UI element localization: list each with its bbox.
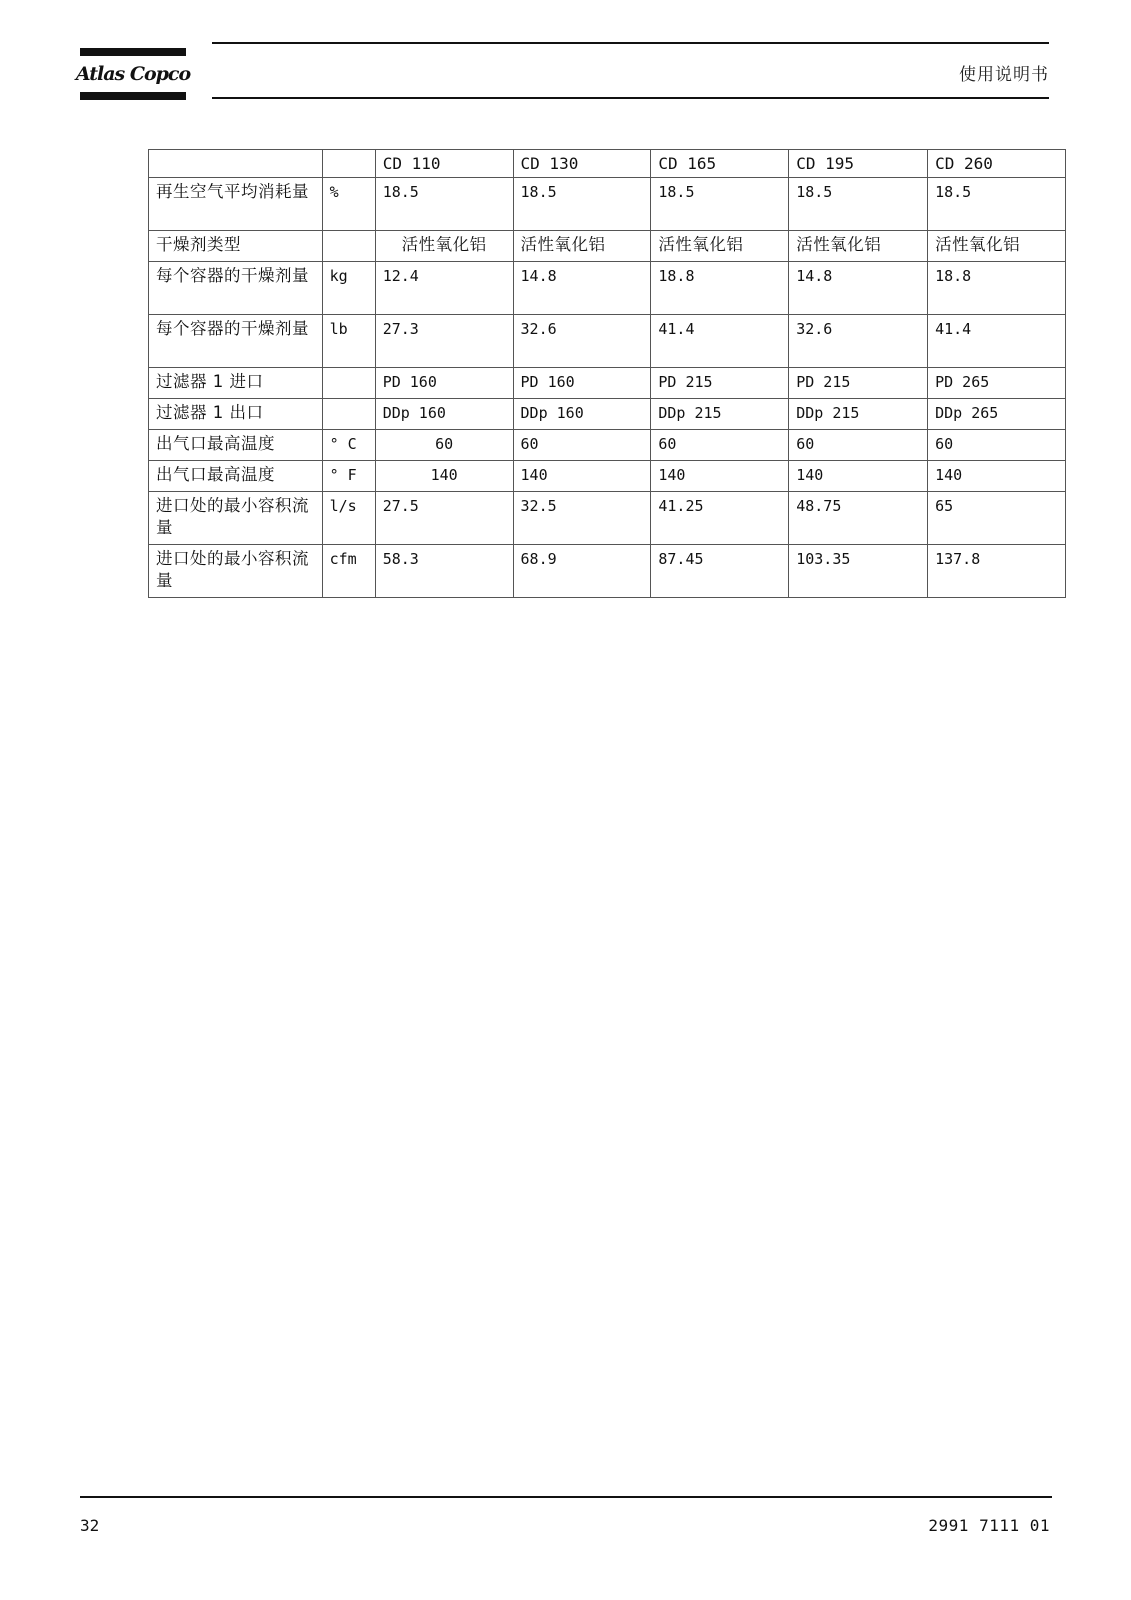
table-cell: 32.6: [789, 315, 928, 368]
atlas-copco-logo: [75, 48, 191, 100]
table-header-row: [149, 150, 1066, 178]
row-label: 每个容器的干燥剂量: [149, 315, 323, 368]
table-row: [149, 368, 1066, 399]
table-row: [149, 492, 1066, 545]
table-cell: 18.5: [513, 178, 651, 231]
table-row: [149, 262, 1066, 315]
table-cell: 140: [375, 461, 513, 492]
row-label: 再生空气平均消耗量: [149, 178, 323, 231]
logo-wordmark: Atlas Copco: [75, 63, 191, 85]
table-cell: 32.6: [513, 315, 651, 368]
table-row: [149, 178, 1066, 231]
row-unit: l/s: [322, 492, 375, 545]
row-unit: ° F: [322, 461, 375, 492]
table-cell: 103.35: [789, 545, 928, 598]
row-label: 出气口最高温度: [149, 461, 323, 492]
table-cell: 32.5: [513, 492, 651, 545]
table-row: [149, 315, 1066, 368]
table-cell: DDp 215: [651, 399, 789, 430]
table-cell: 活性氧化铝: [513, 231, 651, 262]
table-cell: 140: [928, 461, 1066, 492]
row-label: 出气口最高温度: [149, 430, 323, 461]
table-row: [149, 399, 1066, 430]
footer-rule: [80, 1496, 1052, 1498]
table-cell: 48.75: [789, 492, 928, 545]
row-unit: [322, 231, 375, 262]
table-cell: 活性氧化铝: [928, 231, 1066, 262]
row-label: 每个容器的干燥剂量: [149, 262, 323, 315]
row-unit: kg: [322, 262, 375, 315]
table-cell: 58.3: [375, 545, 513, 598]
header-cell-parameter: [149, 150, 323, 178]
header-cell-unit: [322, 150, 375, 178]
table-cell: 140: [513, 461, 651, 492]
page-number: 32: [80, 1516, 100, 1535]
row-unit: [322, 368, 375, 399]
document-number: 2991 7111 01: [928, 1516, 1050, 1535]
table-cell: 18.8: [928, 262, 1066, 315]
table-row: [149, 461, 1066, 492]
row-unit: [322, 399, 375, 430]
table-cell: 65: [928, 492, 1066, 545]
table-cell: 14.8: [789, 262, 928, 315]
table-cell: 140: [789, 461, 928, 492]
table-row: [149, 231, 1066, 262]
row-label: 进口处的最小容积流量: [149, 545, 323, 598]
table-cell: 87.45: [651, 545, 789, 598]
row-label: 过滤器 1 进口: [149, 368, 323, 399]
table-cell: PD 160: [513, 368, 651, 399]
table-cell: 41.25: [651, 492, 789, 545]
header-cell-model: CD 165: [651, 150, 789, 178]
table-cell: PD 215: [789, 368, 928, 399]
table-row: [149, 430, 1066, 461]
table-cell: DDp 215: [789, 399, 928, 430]
header-cell-model: CD 195: [789, 150, 928, 178]
table-row: [149, 545, 1066, 598]
table-cell: 68.9: [513, 545, 651, 598]
table-cell: 18.5: [651, 178, 789, 231]
specification-table: [148, 149, 1066, 598]
table-cell: 27.5: [375, 492, 513, 545]
table-cell: 137.8: [928, 545, 1066, 598]
header-cell-model: CD 110: [375, 150, 513, 178]
table-cell: 60: [789, 430, 928, 461]
row-label: 干燥剂类型: [149, 231, 323, 262]
table-cell: 18.8: [651, 262, 789, 315]
logo-top-bar: [80, 48, 186, 56]
row-label: 进口处的最小容积流量: [149, 492, 323, 545]
table-cell: 活性氧化铝: [789, 231, 928, 262]
header-cell-model: CD 260: [928, 150, 1066, 178]
table-cell: 60: [513, 430, 651, 461]
table-cell: 60: [651, 430, 789, 461]
document-type: 使用说明书: [959, 65, 1049, 85]
table-cell: DDp 160: [375, 399, 513, 430]
logo-bottom-bar: [80, 92, 186, 100]
row-unit: cfm: [322, 545, 375, 598]
table-cell: PD 265: [928, 368, 1066, 399]
table-cell: PD 160: [375, 368, 513, 399]
table-cell: 活性氧化铝: [375, 231, 513, 262]
table-cell: 18.5: [928, 178, 1066, 231]
table-cell: 41.4: [651, 315, 789, 368]
header-rule-top: [212, 42, 1049, 44]
header-rule-bottom: [212, 97, 1049, 99]
table-cell: PD 215: [651, 368, 789, 399]
table-cell: 41.4: [928, 315, 1066, 368]
header-cell-model: CD 130: [513, 150, 651, 178]
row-unit: lb: [322, 315, 375, 368]
table-cell: 60: [928, 430, 1066, 461]
table-cell: DDp 160: [513, 399, 651, 430]
table-cell: 18.5: [789, 178, 928, 231]
table-cell: 活性氧化铝: [651, 231, 789, 262]
table-cell: 60: [375, 430, 513, 461]
table-cell: DDp 265: [928, 399, 1066, 430]
row-label: 过滤器 1 出口: [149, 399, 323, 430]
table-cell: 140: [651, 461, 789, 492]
row-unit: ° C: [322, 430, 375, 461]
table-cell: 18.5: [375, 178, 513, 231]
table-cell: 27.3: [375, 315, 513, 368]
table-cell: 12.4: [375, 262, 513, 315]
table-cell: 14.8: [513, 262, 651, 315]
row-unit: %: [322, 178, 375, 231]
